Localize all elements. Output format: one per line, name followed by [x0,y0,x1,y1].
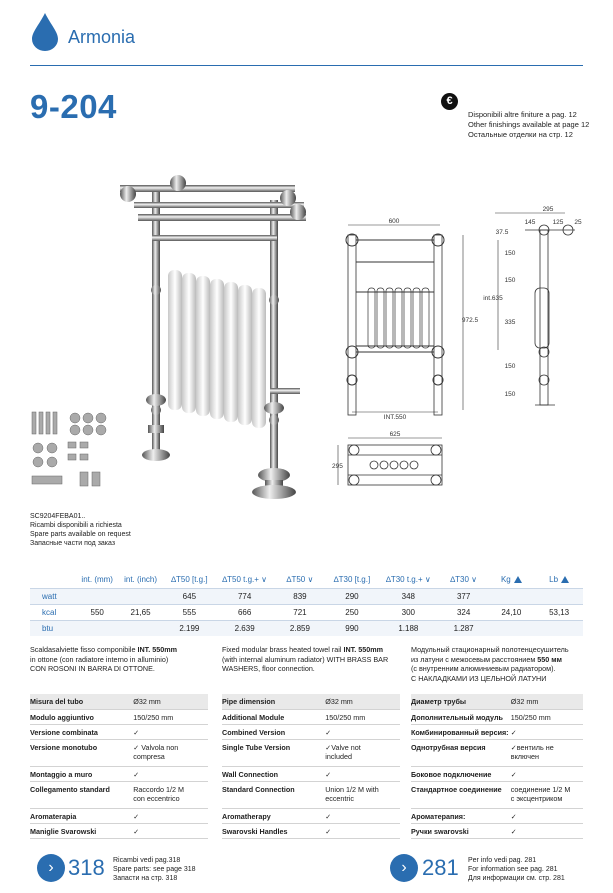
spec-key: Ароматерапия: [411,808,511,823]
spec-key: Modulo aggiuntivo [30,709,133,724]
dim-335: 335 [504,319,516,326]
spec-value: ✓ [511,823,583,838]
spec-key: Collegamento standard [30,781,133,808]
spare-parts-page-number[interactable]: 318 [68,855,105,880]
spec-value: ✓ [511,724,583,739]
spec-key: Misura del tubo [30,694,133,709]
spec-row [222,808,400,823]
dim-145: 145 [524,219,536,226]
spec-key: Комбинированный версия: [411,724,511,739]
dim-depth-total: 295 [542,206,554,213]
spec-value: 150/250 mm [325,709,400,724]
spec-row [30,823,208,838]
spec-key: Wall Connection [222,766,325,781]
header-rule [30,65,583,66]
spec-row [30,781,208,808]
spare-parts-page-button[interactable]: › [37,854,65,882]
spec-key: Single Tube Version [222,739,325,766]
spec-value: ✓Valve not included [325,739,400,766]
spec-table-en [222,694,400,839]
dim-height: 972.5 [461,317,479,324]
spec-row [30,766,208,781]
col-t50: ∆T50 ∨ [286,575,314,585]
dim-150-a: 150 [504,250,516,257]
spec-row [411,724,583,739]
spec-row [411,709,583,724]
spec-table-it [30,694,208,839]
spare-parts-page-note: Ricambi vedi pag.318 Spare parts: see page 318 Запасти на стр. 318 [113,857,196,882]
brand-name: Armonia [68,27,136,47]
spec-key: Ручки swarovski [411,823,511,838]
dim-150-c: 150 [504,363,516,370]
dim-int: INT.550 [383,414,407,421]
spec-row [222,724,400,739]
spec-row [222,823,400,838]
dim-625: 625 [389,431,401,438]
spec-value: ✓ [325,766,400,781]
spec-value: 150/250 mm [511,709,583,724]
product-photo [110,170,315,510]
dim-37-5: 37.5 [495,229,509,236]
info-page-number[interactable]: 281 [422,855,459,880]
col-t30-tgplus: ∆T30 t.g.+ ∨ [385,575,431,585]
finishes-note: Disponibili altre finiture a pag. 12 Other finishings available at page 12 Остальные отделки на стр. 12 [468,110,590,139]
spec-row [222,694,400,709]
spec-key: Боковое подключение [411,766,511,781]
spec-row [222,709,400,724]
spec-key: Additional Module [222,709,325,724]
dim-150-d: 150 [504,391,516,398]
dim-25: 25 [574,219,582,226]
spec-key: Montaggio a muro [30,766,133,781]
weight-icon [561,576,569,583]
water-drop-icon [30,12,60,52]
col-t50-tg: ∆T50 [t.g.] [171,575,208,585]
spec-key: Aromaterapia [30,808,133,823]
spec-value: Ø32 mm [325,694,400,709]
spec-row [30,709,208,724]
spec-row [411,766,583,781]
col-t30: ∆T30 ∨ [450,575,478,585]
spec-row [411,694,583,709]
spec-row [222,766,400,781]
spec-row [411,781,583,808]
table-row-watt: watt 645 774 839 290 348 377 [30,588,583,604]
col-lb: Lb [535,572,583,588]
dim-125: 125 [552,219,564,226]
spec-row [411,739,583,766]
spare-parts-note: SC9204FEBA01.. Ricambi disponibili a richiesta Spare parts available on request Запасные части под заказ [30,513,131,547]
spec-value: ✓ [133,808,208,823]
spec-value: ✓ [133,766,208,781]
table-header-row [30,572,583,588]
spec-value: ✓вентиль не включен [511,739,583,766]
dim-int-height: int.635 [483,295,503,302]
col-kg: Kg [487,572,535,588]
table-row-btu: btu 2.199 2.639 2.859 990 1.188 1.287 [30,620,583,636]
spec-value: соединение 1/2 M с эксцентриком [511,781,583,808]
spare-parts-image [30,410,110,500]
spec-value: ✓ [325,823,400,838]
spec-row [222,781,400,808]
spec-table-ru [411,694,583,839]
spec-value: ✓ [511,808,583,823]
spec-value: ✓ Valvola non compresa [133,739,208,766]
spec-key: Однотрубная версия [411,739,511,766]
spec-key: Стандартное соединение [411,781,511,808]
spec-key: Дополнительный модуль [411,709,511,724]
dim-295-b: 295 [332,463,343,470]
spec-key: Versione combinata [30,724,133,739]
product-code: 9-204 [30,88,117,125]
spec-key: Maniglie Svarowski [30,823,133,838]
spec-value: Union 1/2 M with eccentric [325,781,400,808]
spec-key: Standard Connection [222,781,325,808]
col-int-mm: int. (mm) [81,575,113,585]
spec-row [411,823,583,838]
col-t50-tgplus: ∆T50 t.g.+ ∨ [222,575,268,585]
spec-row [30,694,208,709]
dim-150-b: 150 [504,277,516,284]
spec-value: ✓ [325,724,400,739]
spec-value: 150/250 mm [133,709,208,724]
description-en: Fixed modular brass heated towel rail INT. 550mm (with internal aluminum radiator) WITH BRASS BAR WASHERS, floor connection. [222,645,389,673]
heat-output-table [30,572,583,636]
info-page-button[interactable]: › [390,854,418,882]
weight-icon [514,576,522,583]
spec-key: Combined Version [222,724,325,739]
spec-value: ✓ [511,766,583,781]
spec-row [30,739,208,766]
spec-key: Aromatherapy [222,808,325,823]
col-t30-tg: ∆T30 [t.g.] [333,575,371,585]
spec-value: ✓ [133,724,208,739]
description-it: Scaldasalviette fisso componibile INT. 550mm in ottone (con radiatore interno in alluminio) CON ROSONI IN BARRA DI OTTONE. [30,645,178,673]
spec-value: ✓ [133,823,208,838]
spec-value: Raccordo 1/2 M con eccentrico [133,781,208,808]
spec-value: ✓ [325,808,400,823]
spec-row [222,739,400,766]
table-row-kcal: kcal 550 21,65 555 666 721 250 300 324 24,10 53,13 [30,604,583,620]
spec-key: Versione monotubo [30,739,133,766]
spec-row [30,808,208,823]
description-ru: Модульный стационарный полотенцесушитель из латуни с межосевым расстоянием 550 мм (с внутренним алюминиевым радиатором). С НАКЛАДКАМИ ИЗ ЦЕЛЬНОЙ ЛАТУНИ [411,645,569,683]
spec-row [30,724,208,739]
info-page-note: Per info vedi pag. 281 For information see pag. 281 Для информации см. стр. 281 [468,857,565,882]
spec-key: Pipe dimension [222,694,325,709]
spec-value: Ø32 mm [133,694,208,709]
technical-drawings [330,200,592,510]
spec-key: Swarovski Handles [222,823,325,838]
spec-key: Диаметр трубы [411,694,511,709]
spec-row [411,808,583,823]
spec-value: Ø32 mm [511,694,583,709]
dim-width: 600 [388,218,400,225]
euro-finish-icon: € [441,93,458,110]
col-int-inch: int. (inch) [124,575,158,585]
